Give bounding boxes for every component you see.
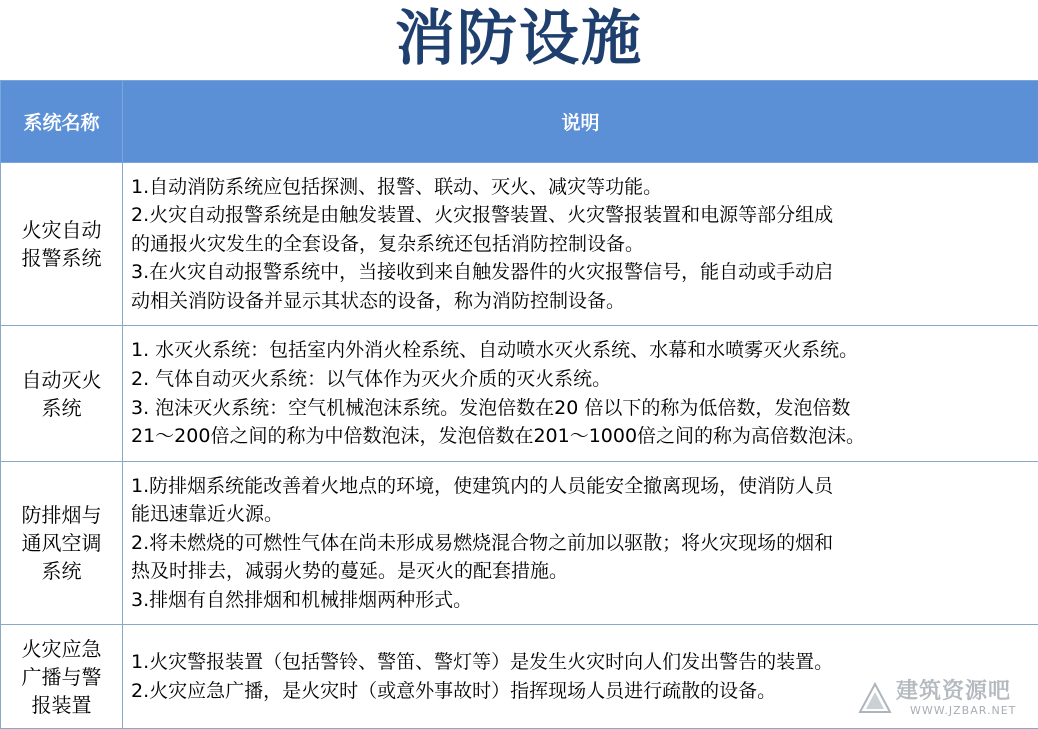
system-name-line: 系统 xyxy=(7,557,116,585)
table-row xyxy=(1,462,1038,625)
table-header-row xyxy=(1,81,1038,163)
description-line: 1. 水灭火系统：包括室内外消火栓系统、自动喷水灭火系统、水幕和水喷雾灭火系统。 xyxy=(131,336,1032,365)
description-cell xyxy=(123,462,1038,625)
description-line: 能迅速靠近火源。 xyxy=(131,500,1032,529)
description-line: 的通报火灾发生的全套设备，复杂系统还包括消防控制设备。 xyxy=(131,230,1032,259)
description-line: 3.排烟有自然排烟和机械排烟两种形式。 xyxy=(131,586,1032,615)
facilities-table xyxy=(0,80,1038,729)
system-name-line: 通风空调 xyxy=(7,529,116,557)
description-line: 2.火灾自动报警系统是由触发装置、火灾报警装置、火灾警报装置和电源等部分组成 xyxy=(131,201,1032,230)
description-cell xyxy=(123,163,1038,326)
page-title: 消防设施 xyxy=(0,0,1038,80)
system-name-cell xyxy=(1,625,123,729)
description-line: 1.防排烟系统能改善着火地点的环境，使建筑内的人员能安全撤离现场，使消防人员 xyxy=(131,472,1032,501)
system-name-line: 系统 xyxy=(7,394,116,422)
system-name-line: 自动灭火 xyxy=(7,366,116,394)
description-line: 2.火灾应急广播，是火灾时（或意外事故时）指挥现场人员进行疏散的设备。 xyxy=(131,677,1032,706)
description-line: 3. 泡沫灭火系统：空气机械泡沫系统。发泡倍数在20 倍以下的称为低倍数，发泡倍数 xyxy=(131,394,1032,423)
system-name-cell xyxy=(1,163,123,326)
description-line: 3.在火灾自动报警系统中，当接收到来自触发器件的火灾报警信号，能自动或手动启 xyxy=(131,258,1032,287)
system-name-cell xyxy=(1,462,123,625)
description-line: 动相关消防设备并显示其状态的设备，称为消防控制设备。 xyxy=(131,287,1032,316)
description-line: 21～200倍之间的称为中倍数泡沫，发泡倍数在201～1000倍之间的称为高倍数泡沫。 xyxy=(131,422,1032,451)
description-cell xyxy=(123,326,1038,462)
description-line: 2. 气体自动灭火系统：以气体作为灭火介质的灭火系统。 xyxy=(131,365,1032,394)
watermark xyxy=(858,680,1028,722)
system-name-line: 报装置 xyxy=(7,691,116,719)
system-name-cell xyxy=(1,326,123,462)
system-name-line: 火灾应急 xyxy=(7,635,116,663)
watermark-text: 建筑资源吧 xyxy=(896,680,1011,704)
table-row xyxy=(1,326,1038,462)
description-line: 热及时排去，减弱火势的蔓延。是灭火的配套措施。 xyxy=(131,557,1032,586)
site-logo-icon xyxy=(858,682,892,716)
column-header-desc: 说明 xyxy=(123,81,1038,163)
system-name-line: 火灾自动 xyxy=(7,216,116,244)
system-name-line: 报警系统 xyxy=(7,244,116,272)
system-name-line: 广播与警 xyxy=(7,663,116,691)
description-line: 1.火灾警报装置（包括警铃、警笛、警灯等）是发生火灾时向人们发出警告的装置。 xyxy=(131,648,1032,677)
watermark-url: WWW.JZBAR.NET xyxy=(910,704,1016,717)
system-name-line: 防排烟与 xyxy=(7,501,116,529)
description-line: 2.将未燃烧的可燃性气体在尚未形成易燃烧混合物之前加以驱散；将火灾现场的烟和 xyxy=(131,529,1032,558)
column-header-name: 系统名称 xyxy=(1,81,123,163)
description-line: 1.自动消防系统应包括探测、报警、联动、灭火、减灾等功能。 xyxy=(131,173,1032,202)
table-row xyxy=(1,163,1038,326)
